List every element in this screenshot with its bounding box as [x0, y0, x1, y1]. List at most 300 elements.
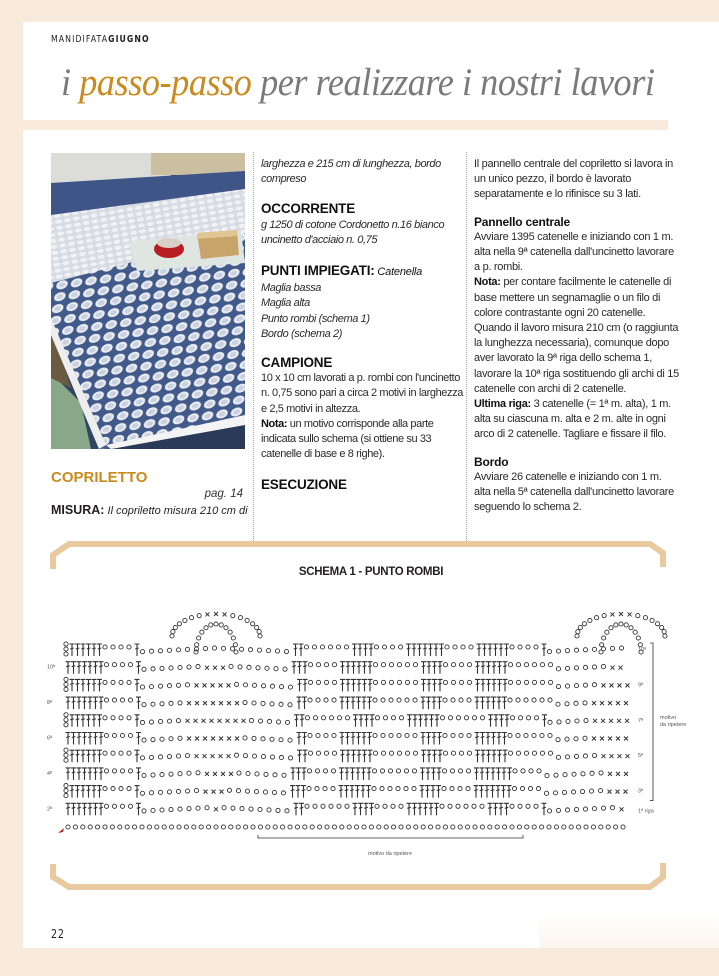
- double-crochet-symbol: [351, 697, 356, 709]
- single-crochet-symbol: [227, 701, 231, 705]
- single-crochet-symbol: [221, 666, 225, 670]
- chain-stitch-symbol: [324, 663, 328, 667]
- chain-stitch-symbol: [231, 636, 235, 640]
- double-crochet-symbol: [488, 803, 493, 815]
- chain-stitch-symbol: [373, 751, 377, 755]
- double-crochet-symbol: [93, 768, 98, 780]
- chain-stitch-symbol: [104, 698, 108, 702]
- single-crochet-symbol: [220, 790, 224, 794]
- double-crochet-symbol: [135, 644, 140, 656]
- border-text: Avviare 26 catenelle e iniziando con 1 m. alta nella 5ª catenella dall'uncinetto lavorare seguendo lo schema 2.: [474, 470, 674, 514]
- chain-stitch-symbol: [421, 825, 425, 829]
- double-crochet-symbol: [99, 662, 104, 674]
- double-crochet-symbol: [345, 768, 350, 780]
- project-name: COPRILETTO: [51, 469, 148, 486]
- issue-month: GIUGNO: [108, 34, 150, 45]
- chain-stitch-symbol: [375, 804, 379, 808]
- note-label: Nota:: [261, 417, 288, 430]
- magazine-page: [23, 22, 719, 948]
- chain-stitch-symbol: [158, 684, 162, 688]
- double-crochet-symbol: [77, 733, 82, 745]
- chain-stitch-symbol: [283, 667, 287, 671]
- chain-stitch-symbol: [111, 645, 115, 649]
- chain-stitch-symbol: [128, 663, 132, 667]
- double-crochet-symbol: [493, 644, 498, 656]
- single-crochet-symbol: [619, 666, 623, 670]
- chain-stitch-symbol: [340, 825, 344, 829]
- chain-stitch-symbol: [316, 698, 320, 702]
- double-crochet-symbol: [479, 786, 484, 798]
- chain-stitch-symbol: [461, 645, 465, 649]
- double-crochet-symbol: [504, 803, 509, 815]
- chain-stitch-symbol: [312, 645, 316, 649]
- chain-stitch-symbol: [324, 751, 328, 755]
- double-crochet-symbol: [502, 733, 507, 745]
- chain-stitch-symbol: [149, 685, 153, 689]
- double-crochet-symbol: [488, 644, 493, 656]
- double-crochet-symbol: [75, 644, 80, 656]
- single-crochet-symbol: [611, 666, 615, 670]
- chain-stitch-symbol: [600, 643, 604, 647]
- chain-stitch-symbol: [140, 791, 144, 795]
- double-crochet-symbol: [88, 733, 93, 745]
- chain-stitch-symbol: [142, 703, 146, 707]
- double-crochet-symbol: [294, 803, 299, 815]
- chain-stitch-symbol: [231, 806, 235, 810]
- double-crochet-symbol: [340, 750, 345, 762]
- chain-stitch-symbol: [308, 751, 312, 755]
- chain-stitch-symbol: [192, 825, 196, 829]
- double-crochet-symbol: [497, 679, 502, 691]
- chain-stitch-symbol: [118, 825, 122, 829]
- chain-stitch-symbol: [405, 663, 409, 667]
- row-label-right: 9ª: [638, 682, 644, 689]
- chain-stitch-symbol: [583, 701, 587, 705]
- single-crochet-symbol: [219, 754, 223, 758]
- chain-stitch-symbol: [565, 808, 569, 812]
- chain-stitch-symbol: [466, 787, 470, 791]
- chain-stitch-symbol: [372, 769, 376, 773]
- chain-stitch-symbol: [252, 701, 256, 705]
- chain-stitch-symbol: [316, 751, 320, 755]
- chain-stitch-symbol: [389, 733, 393, 737]
- chain-stitch-symbol: [288, 756, 292, 760]
- chain-stitch-symbol: [510, 804, 514, 808]
- chain-stitch-symbol: [197, 636, 201, 640]
- chain-stitch-symbol: [194, 650, 198, 654]
- chain-stitch-symbol: [524, 680, 528, 684]
- chain-stitch-symbol: [125, 825, 129, 829]
- chain-stitch-symbol: [594, 616, 598, 620]
- chain-stitch-symbol: [142, 667, 146, 671]
- double-crochet-symbol: [82, 733, 87, 745]
- chain-stitch-symbol: [413, 733, 417, 737]
- panel-text: Avviare 1395 catenelle e iniziando con 1 m. alta nella 9ª catenella dall'uncinetto lavorare a p. rombi.: [474, 230, 674, 274]
- chain-stitch-symbol: [332, 698, 336, 702]
- double-crochet-symbol: [299, 644, 304, 656]
- chain-stitch-symbol: [321, 716, 325, 720]
- chain-stitch-symbol: [405, 733, 409, 737]
- double-crochet-symbol: [350, 786, 355, 798]
- chain-stitch-symbol: [436, 825, 440, 829]
- chain-stitch-symbol: [467, 733, 471, 737]
- chain-stitch-symbol: [601, 664, 605, 668]
- chain-stitch-symbol: [383, 804, 387, 808]
- chain-stitch-symbol: [214, 825, 218, 829]
- chain-stitch-symbol: [451, 751, 455, 755]
- chain-stitch-symbol: [532, 825, 536, 829]
- chain-stitch-symbol: [187, 665, 191, 669]
- chain-stitch-symbol: [512, 787, 516, 791]
- chain-stitch-symbol: [275, 649, 279, 653]
- double-crochet-symbol: [427, 679, 432, 691]
- double-crochet-symbol: [75, 786, 80, 798]
- double-crochet-symbol: [340, 662, 345, 674]
- chain-stitch-symbol: [456, 716, 460, 720]
- chain-stitch-symbol: [406, 825, 410, 829]
- chain-stitch-symbol: [381, 733, 385, 737]
- single-crochet-symbol: [226, 719, 230, 723]
- chain-stitch-symbol: [345, 716, 349, 720]
- chain-stitch-symbol: [584, 825, 588, 829]
- chain-stitch-symbol: [64, 784, 68, 788]
- single-crochet-symbol: [618, 683, 622, 687]
- double-crochet-symbol: [437, 768, 442, 780]
- chain-stitch-symbol: [583, 683, 587, 687]
- chain-stitch-symbol: [103, 716, 107, 720]
- double-crochet-symbol: [413, 715, 418, 727]
- heading-esecuzione: ESECUZIONE: [261, 477, 347, 493]
- double-crochet-symbol: [542, 803, 547, 815]
- chain-stitch-symbol: [227, 788, 231, 792]
- chain-stitch-symbol: [140, 756, 144, 760]
- double-crochet-symbol: [412, 803, 417, 815]
- double-crochet-symbol: [423, 803, 428, 815]
- chain-stitch-symbol: [167, 719, 171, 723]
- chain-stitch-symbol: [520, 787, 524, 791]
- page-number: 22: [51, 927, 65, 941]
- chain-stitch-symbol: [149, 755, 153, 759]
- double-crochet-symbol: [480, 768, 485, 780]
- single-crochet-symbol: [213, 666, 217, 670]
- double-crochet-symbol: [99, 697, 104, 709]
- double-crochet-symbol: [432, 662, 437, 674]
- chain-stitch-symbol: [599, 650, 603, 654]
- chain-stitch-symbol: [619, 622, 623, 626]
- chain-stitch-symbol: [532, 698, 536, 702]
- double-crochet-symbol: [92, 715, 97, 727]
- chain-stitch-symbol: [450, 769, 454, 773]
- double-crochet-symbol: [75, 679, 80, 691]
- chain-stitch-symbol: [592, 753, 596, 757]
- double-crochet-symbol: [362, 679, 367, 691]
- chain-stitch-symbol: [540, 751, 544, 755]
- chain-stitch-symbol: [532, 751, 536, 755]
- double-crochet-symbol: [362, 662, 367, 674]
- chain-stitch-symbol: [392, 825, 396, 829]
- chain-stitch-symbol: [384, 825, 388, 829]
- heading-campione: CAMPIONE: [261, 355, 333, 371]
- chain-stitch-symbol: [405, 680, 409, 684]
- chain-stitch-symbol: [239, 647, 243, 651]
- chain-stitch-symbol: [231, 614, 235, 618]
- double-crochet-symbol: [367, 733, 372, 745]
- single-crochet-symbol: [221, 772, 225, 776]
- chain-stitch-symbol: [288, 738, 292, 742]
- chain-stitch-symbol: [178, 772, 182, 776]
- chain-stitch-symbol: [258, 634, 262, 638]
- chain-stitch-symbol: [508, 698, 512, 702]
- single-crochet-symbol: [235, 701, 239, 705]
- chain-stitch-symbol: [466, 769, 470, 773]
- chain-stitch-symbol: [196, 771, 200, 775]
- double-crochet-symbol: [97, 644, 102, 656]
- chain-stitch-symbol: [212, 646, 216, 650]
- chain-stitch-symbol: [574, 754, 578, 758]
- chain-stitch-symbol: [310, 825, 314, 829]
- double-crochet-symbol: [97, 750, 102, 762]
- chain-stitch-symbol: [151, 773, 155, 777]
- single-crochet-symbol: [203, 701, 207, 705]
- chain-stitch-symbol: [548, 663, 552, 667]
- magazine-name: MANIDIFATA: [51, 34, 109, 45]
- chain-stitch-symbol: [119, 680, 123, 684]
- chain-stitch-symbol: [176, 789, 180, 793]
- single-crochet-symbol: [210, 719, 214, 723]
- double-crochet-symbol: [437, 733, 442, 745]
- chain-stitch-symbol: [583, 736, 587, 740]
- double-crochet-symbol: [92, 679, 97, 691]
- chain-stitch-symbol: [459, 663, 463, 667]
- chain-stitch-symbol: [274, 667, 278, 671]
- single-crochet-symbol: [219, 737, 223, 741]
- double-crochet-symbol: [492, 662, 497, 674]
- chain-stitch-symbol: [554, 825, 558, 829]
- chain-stitch-symbol: [308, 663, 312, 667]
- chain-stitch-symbol: [574, 807, 578, 811]
- chain-stitch-symbol: [488, 825, 492, 829]
- chain-stitch-symbol: [521, 769, 525, 773]
- double-crochet-symbol: [367, 697, 372, 709]
- stitch-item: Catenella: [374, 266, 423, 279]
- single-crochet-symbol: [219, 701, 223, 705]
- chain-stitch-symbol: [633, 630, 637, 634]
- chain-stitch-symbol: [273, 825, 277, 829]
- chain-stitch-symbol: [195, 643, 199, 647]
- single-crochet-symbol: [628, 612, 632, 616]
- chain-stitch-symbol: [459, 733, 463, 737]
- size-text-start: Il copriletto misura 210 cm di: [104, 505, 248, 517]
- chain-stitch-symbol: [104, 733, 108, 737]
- double-crochet-symbol: [407, 803, 412, 815]
- chain-stitch-symbol: [556, 738, 560, 742]
- chain-stitch-symbol: [602, 614, 606, 618]
- double-crochet-symbol: [435, 715, 440, 727]
- title-divider-band: [23, 120, 668, 130]
- chain-stitch-symbol: [332, 733, 336, 737]
- double-crochet-symbol: [421, 662, 426, 674]
- single-crochet-symbol: [203, 754, 207, 758]
- double-crochet-symbol: [496, 786, 501, 798]
- chain-stitch-symbol: [315, 787, 319, 791]
- double-crochet-symbol: [297, 679, 302, 691]
- double-crochet-symbol: [501, 786, 506, 798]
- chain-stitch-symbol: [534, 804, 538, 808]
- double-crochet-symbol: [99, 733, 104, 745]
- double-crochet-symbol: [486, 733, 491, 745]
- chain-stitch-symbol: [120, 698, 124, 702]
- chain-stitch-symbol: [355, 825, 359, 829]
- double-crochet-symbol: [438, 679, 443, 691]
- single-crochet-symbol: [211, 754, 215, 758]
- double-crochet-symbol: [364, 803, 369, 815]
- chain-stitch-symbol: [247, 665, 251, 669]
- double-crochet-symbol: [497, 697, 502, 709]
- chain-stitch-symbol: [64, 687, 68, 691]
- double-crochet-symbol: [503, 750, 508, 762]
- chain-stitch-symbol: [601, 806, 605, 810]
- single-crochet-symbol: [610, 754, 614, 758]
- single-crochet-symbol: [609, 719, 613, 723]
- double-crochet-symbol: [499, 715, 504, 727]
- chain-stitch-symbol: [557, 720, 561, 724]
- chain-stitch-symbol: [443, 825, 447, 829]
- chain-stitch-symbol: [565, 755, 569, 759]
- chain-stitch-symbol: [467, 663, 471, 667]
- column-divider: [466, 152, 467, 545]
- double-crochet-symbol: [497, 733, 502, 745]
- chain-stitch-symbol: [404, 769, 408, 773]
- chain-stitch-symbol: [112, 733, 116, 737]
- single-crochet-symbol: [211, 683, 215, 687]
- chain-stitch-symbol: [304, 645, 308, 649]
- chain-stitch-symbol: [660, 625, 664, 629]
- chain-stitch-symbol: [128, 698, 132, 702]
- chain-stitch-symbol: [103, 825, 107, 829]
- chain-stitch-symbol: [399, 804, 403, 808]
- chain-stitch-symbol: [592, 647, 596, 651]
- chain-stitch-symbol: [81, 825, 85, 829]
- chain-stitch-symbol: [178, 701, 182, 705]
- chain-stitch-symbol: [381, 663, 385, 667]
- chain-stitch-symbol: [252, 754, 256, 758]
- chain-stitch-symbol: [64, 794, 68, 798]
- single-crochet-symbol: [229, 772, 233, 776]
- chain-stitch-symbol: [464, 804, 468, 808]
- chain-stitch-symbol: [288, 825, 292, 829]
- chain-stitch-symbol: [120, 733, 124, 737]
- chain-stitch-symbol: [397, 698, 401, 702]
- chain-stitch-symbol: [249, 807, 253, 811]
- chain-stitch-symbol: [254, 790, 258, 794]
- chain-stitch-symbol: [381, 698, 385, 702]
- double-crochet-symbol: [474, 768, 479, 780]
- single-crochet-symbol: [592, 701, 596, 705]
- chain-stitch-symbol: [270, 684, 274, 688]
- double-crochet-symbol: [429, 715, 434, 727]
- double-crochet-symbol: [92, 750, 97, 762]
- single-crochet-symbol: [608, 737, 612, 741]
- double-crochet-symbol: [88, 662, 93, 674]
- chain-stitch-symbol: [272, 790, 276, 794]
- chain-stitch-symbol: [636, 636, 640, 640]
- chain-stitch-symbol: [404, 787, 408, 791]
- chain-stitch-symbol: [303, 825, 307, 829]
- chain-stitch-symbol: [185, 683, 189, 687]
- chain-stitch-symbol: [405, 751, 409, 755]
- single-crochet-symbol: [608, 790, 612, 794]
- double-crochet-symbol: [417, 644, 422, 656]
- chain-stitch-symbol: [183, 618, 187, 622]
- double-crochet-symbol: [490, 786, 495, 798]
- chain-stitch-symbol: [261, 701, 265, 705]
- chain-stitch-symbol: [73, 825, 77, 829]
- single-crochet-symbol: [624, 737, 628, 741]
- chain-stitch-symbol: [397, 733, 401, 737]
- row-label-left: 4ª: [47, 770, 53, 777]
- size-text-continued: larghezza e 215 cm di lunghezza, bordo compreso: [261, 158, 441, 186]
- chain-stitch-symbol: [177, 622, 181, 626]
- double-crochet-symbol: [477, 644, 482, 656]
- row-label-right: 3ª: [638, 788, 644, 795]
- single-crochet-symbol: [227, 754, 231, 758]
- double-crochet-symbol: [346, 679, 351, 691]
- single-crochet-symbol: [234, 719, 238, 723]
- double-crochet-symbol: [432, 697, 437, 709]
- chain-stitch-symbol: [337, 804, 341, 808]
- double-crochet-symbol: [363, 644, 368, 656]
- double-crochet-symbol: [82, 768, 87, 780]
- double-crochet-symbol: [99, 768, 104, 780]
- double-crochet-symbol: [66, 662, 71, 674]
- chain-stitch-symbol: [467, 680, 471, 684]
- row-label-left: 2ª: [47, 806, 53, 813]
- chain-stitch-symbol: [119, 645, 123, 649]
- chain-stitch-symbol: [517, 825, 521, 829]
- chain-stitch-symbol: [238, 616, 242, 620]
- single-crochet-symbol: [211, 701, 215, 705]
- chain-stitch-symbol: [158, 719, 162, 723]
- double-crochet-symbol: [293, 644, 298, 656]
- chain-stitch-symbol: [329, 716, 333, 720]
- chain-stitch-symbol: [389, 680, 393, 684]
- double-crochet-symbol: [303, 750, 308, 762]
- double-crochet-symbol: [303, 662, 308, 674]
- chain-stitch-symbol: [329, 804, 333, 808]
- chain-stitch-symbol: [88, 825, 92, 829]
- chain-stitch-symbol: [467, 751, 471, 755]
- chain-stitch-symbol: [609, 626, 613, 630]
- chain-stitch-symbol: [111, 716, 115, 720]
- chain-stitch-symbol: [399, 825, 403, 829]
- single-crochet-symbol: [187, 701, 191, 705]
- chain-stitch-symbol: [524, 733, 528, 737]
- chain-stitch-symbol: [332, 663, 336, 667]
- chain-stitch-symbol: [583, 665, 587, 669]
- instructions-column-right: [474, 157, 679, 515]
- double-crochet-symbol: [86, 715, 91, 727]
- chain-stitch-symbol: [451, 825, 455, 829]
- double-crochet-symbol: [297, 750, 302, 762]
- single-crochet-symbol: [186, 719, 190, 723]
- double-crochet-symbol: [475, 733, 480, 745]
- chain-stitch-symbol: [194, 788, 198, 792]
- double-crochet-symbol: [497, 750, 502, 762]
- double-crochet-symbol: [345, 733, 350, 745]
- double-crochet-symbol: [302, 733, 307, 745]
- double-crochet-symbol: [423, 644, 428, 656]
- chain-stitch-symbol: [128, 804, 132, 808]
